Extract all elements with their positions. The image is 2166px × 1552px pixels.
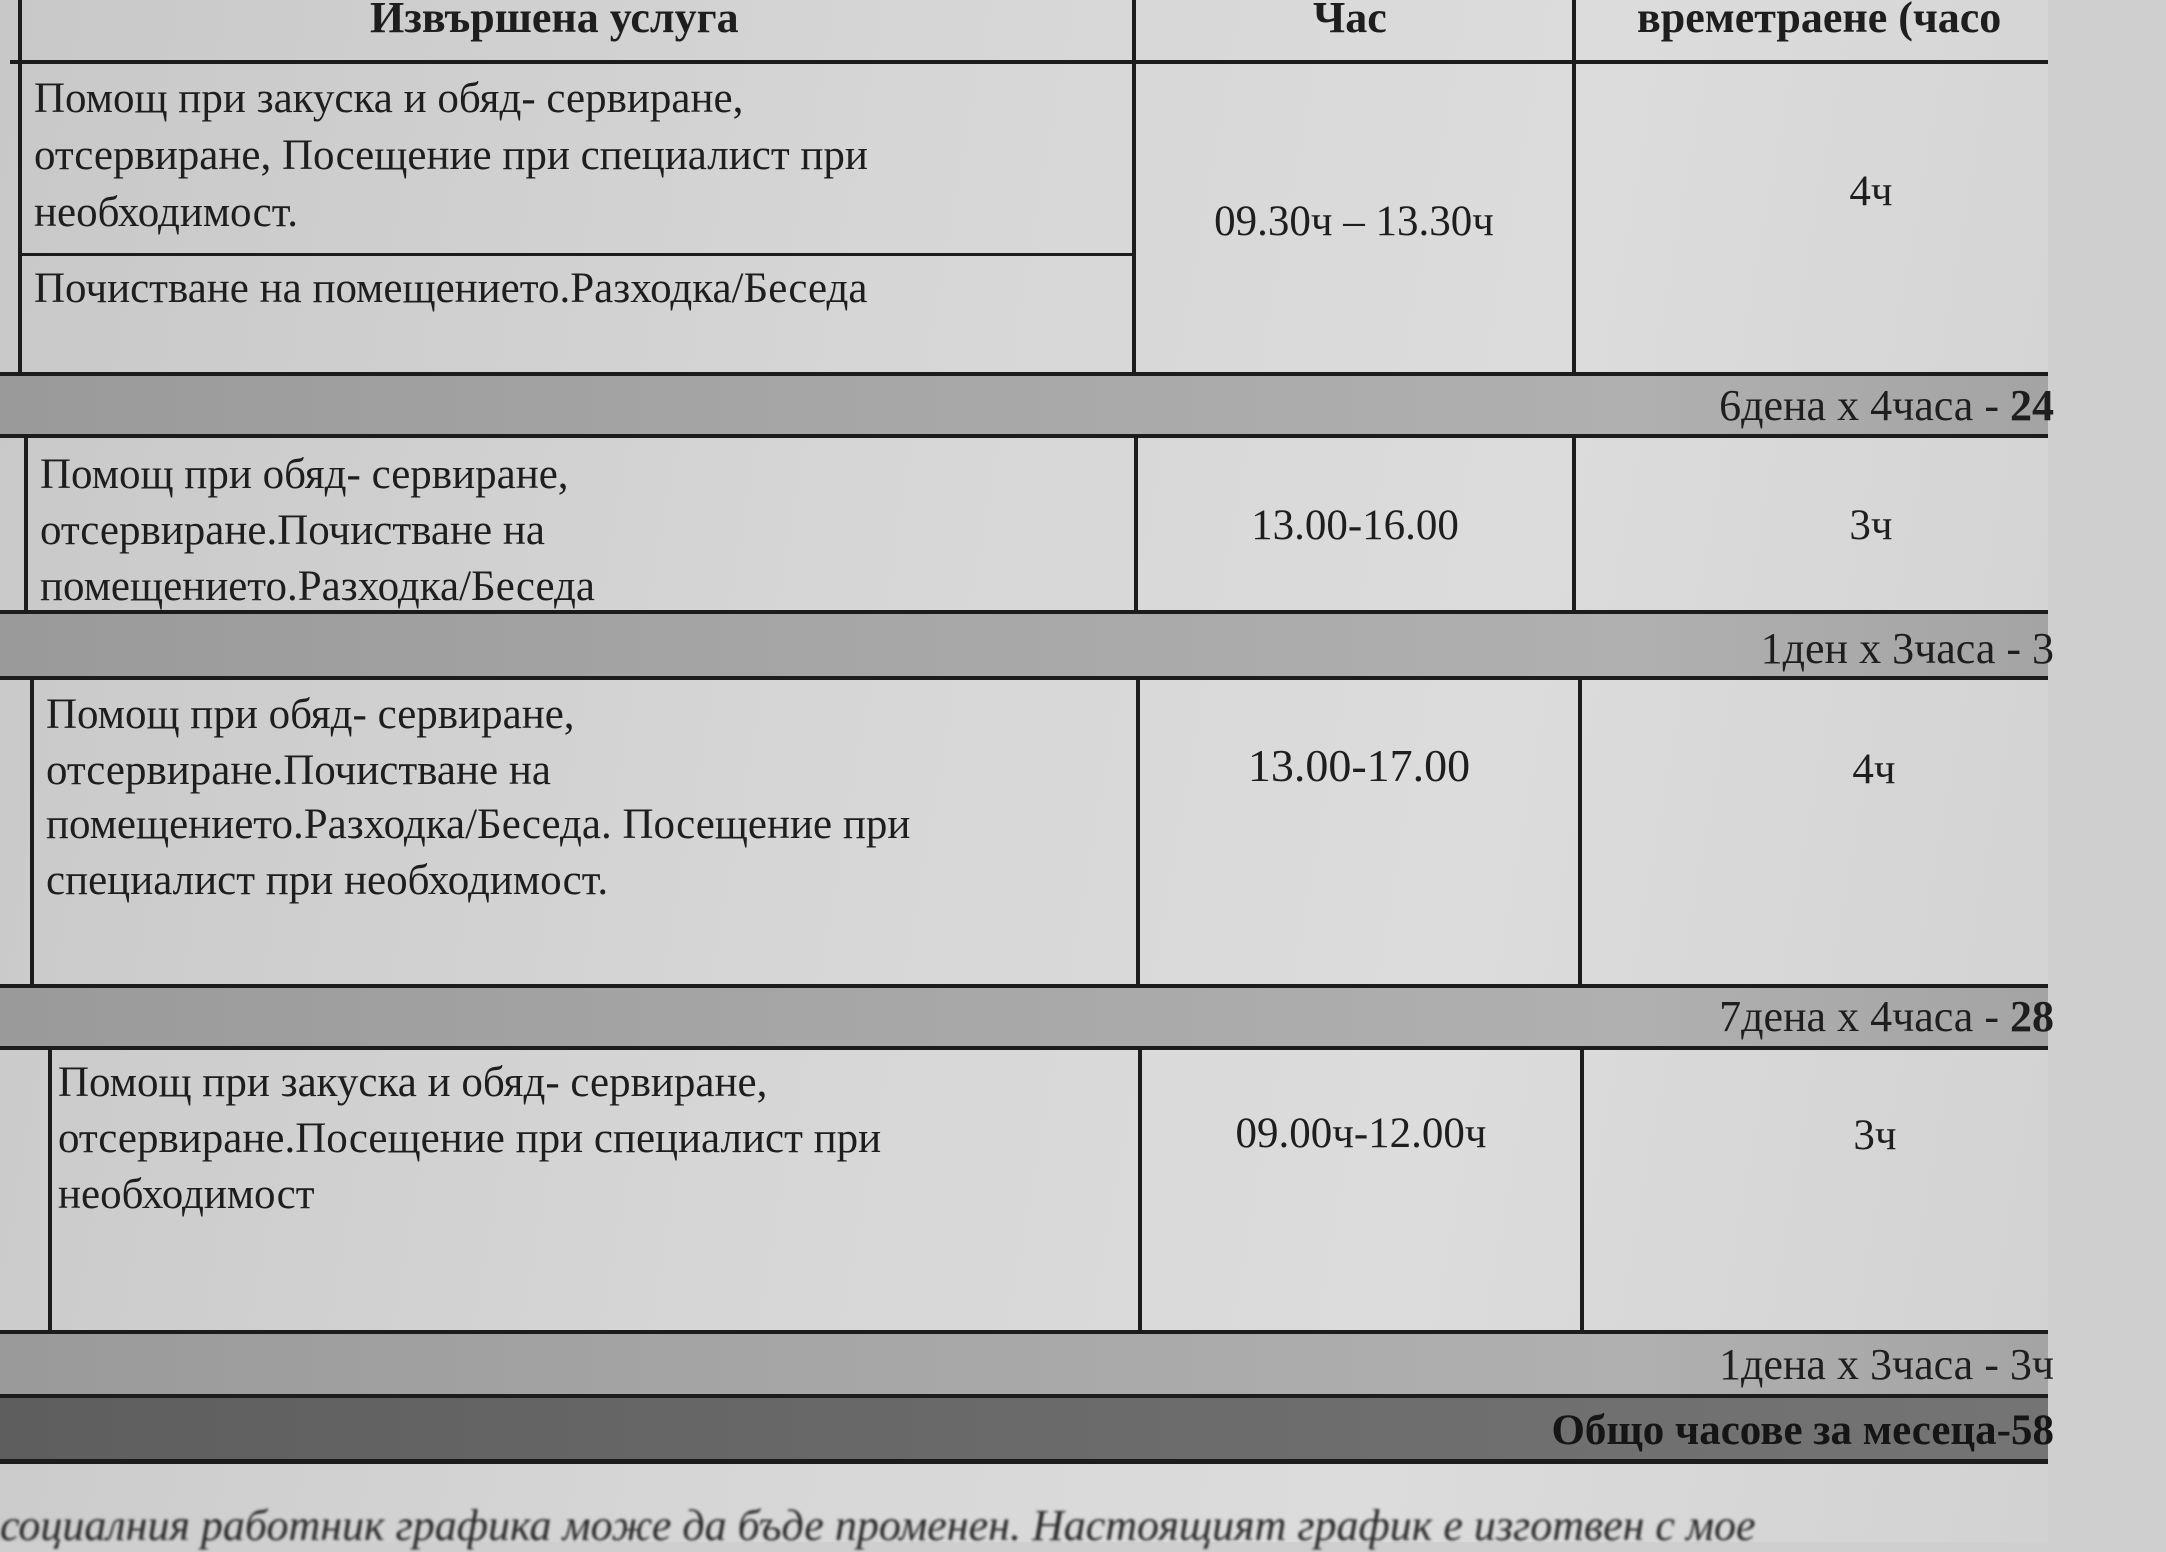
duration-cell: 4ч [1849, 168, 1893, 215]
duration-cell: 3ч [1849, 502, 1893, 549]
summary-text: 1дена х 3часа - 3ч [1718, 1340, 2054, 1389]
column-divider [1138, 1046, 1142, 1334]
header-divider [10, 60, 2048, 64]
summary-band [0, 1330, 2054, 1398]
total-hours: Общо часове за месеца-58 [1551, 1407, 2054, 1454]
service-line: необходимост [58, 1171, 315, 1218]
summary-band [0, 372, 2054, 438]
duration-cell: 4ч [1852, 746, 1896, 793]
table-border-left [18, 0, 22, 374]
summary-text: 7дена х 4часа - 28 [1719, 992, 2054, 1041]
service-line: специалист при необходимост. [46, 857, 609, 904]
column-divider [1132, 0, 1136, 374]
column-divider [1578, 676, 1582, 988]
column-divider [1136, 676, 1140, 988]
service-line: отсервиране.Посещение при специалист при [58, 1115, 882, 1162]
service-line: помещението.Разходка/Беседа [40, 563, 595, 610]
total-band [0, 1394, 2054, 1464]
summary-text: 1ден х 3часа - 3 [1760, 624, 2054, 673]
time-cell: 13.00-17.00 [1247, 740, 1471, 791]
header-duration: времетраене (часо [1637, 0, 2002, 42]
service-line: отсервиране, Посещение при специалист при [34, 132, 868, 179]
table-border-left [30, 676, 34, 988]
service-line: помещението.Разходка/Беседа. Посещение при [46, 801, 911, 848]
service-line: Помощ при обяд- сервиране, [40, 451, 569, 498]
table-border-left [48, 1046, 52, 1334]
duration-cell: 3ч [1853, 1112, 1897, 1159]
service-line: отсервиране.Почистване на [46, 747, 551, 794]
row-divider [20, 253, 1134, 256]
service-line: Помощ при закуска и обяд- сервиране, [58, 1059, 768, 1106]
time-cell: 13.00-16.00 [1251, 502, 1459, 549]
summary-band [0, 984, 2054, 1050]
time-cell: 09.30ч – 13.30ч [1214, 198, 1494, 245]
service-line: Почистване на помещението.Разходка/Беседа [34, 265, 868, 312]
summary-text: 6дена х 4часа - 24 [1719, 381, 2054, 430]
time-cell: 09.00ч-12.00ч [1235, 1110, 1487, 1157]
table-border-left [24, 436, 28, 614]
service-line: Помощ при обяд- сервиране, [46, 691, 575, 738]
header-service: Извършена услуга [370, 0, 739, 42]
service-line: Помощ при закуска и обяд- сервиране, [34, 75, 744, 122]
column-divider [1580, 1046, 1584, 1334]
service-line: необходимост. [34, 189, 299, 236]
header-time: Час [1313, 0, 1387, 42]
summary-band [0, 610, 2054, 680]
service-line: отсервиране.Почистване на [40, 507, 545, 554]
footnote-text: социалния работник графика може да бъде променен. Настоящият график е изготвен с мое [0, 1501, 1756, 1550]
